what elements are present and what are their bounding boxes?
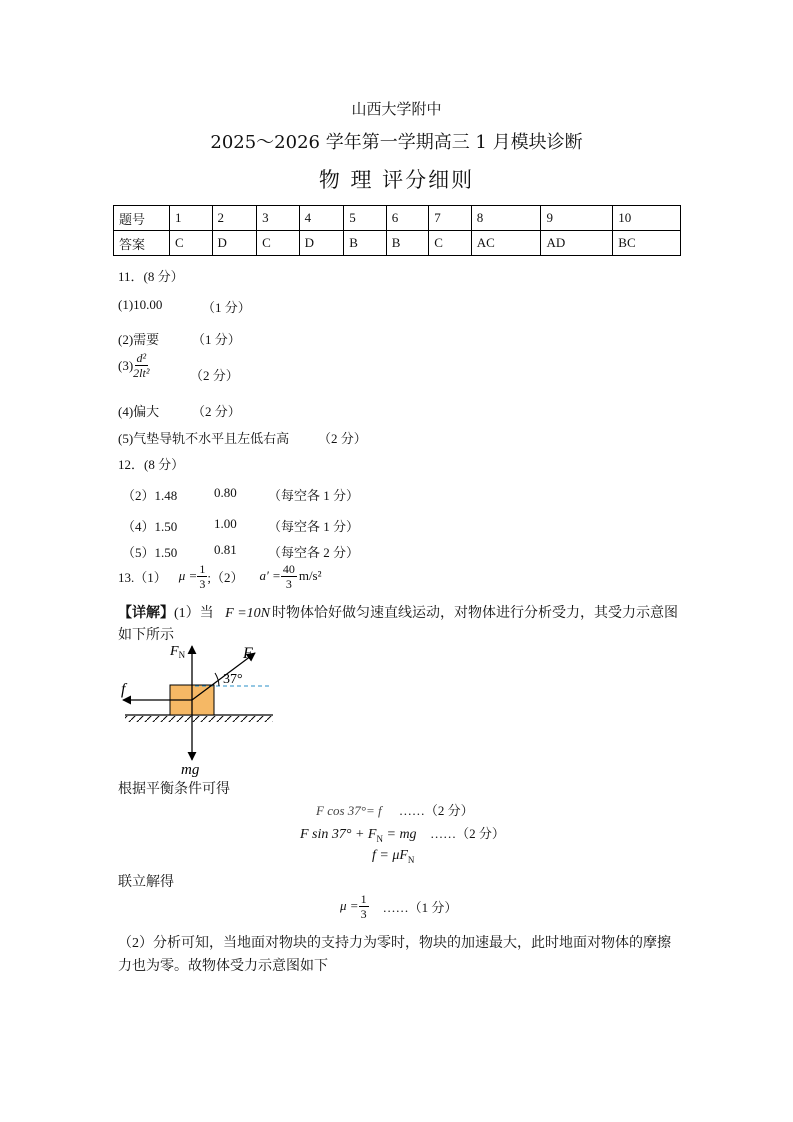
q13-a-label: a′ = bbox=[259, 568, 281, 583]
angle-label: 37° bbox=[223, 672, 243, 687]
detail-text: (1）当 bbox=[174, 606, 214, 621]
fraction-numerator: 40 bbox=[282, 561, 295, 576]
table-cell: 2 bbox=[212, 206, 257, 231]
fraction-numerator: d² bbox=[136, 351, 147, 365]
solve-intro: 联立解得 bbox=[118, 875, 174, 890]
answer-table bbox=[113, 205, 681, 256]
table-cell: 6 bbox=[386, 206, 429, 231]
fraction-denominator: 3 bbox=[360, 906, 367, 921]
school-name: 山西大学附中 bbox=[351, 100, 442, 118]
table-cell: AD bbox=[541, 231, 613, 256]
result-score: ……（1 分） bbox=[382, 899, 458, 915]
balance-intro: 根据平衡条件可得 bbox=[118, 782, 230, 797]
equation-text: F sin 37° + F bbox=[300, 827, 377, 842]
equation-score: ……（2 分） bbox=[398, 803, 474, 818]
fraction-denominator: 3 bbox=[199, 576, 206, 591]
force-diagram bbox=[115, 640, 285, 780]
q12-row-value: 0.80 bbox=[214, 485, 237, 500]
q13-mu-fraction bbox=[197, 563, 207, 590]
equation-text: F cos 37°= f bbox=[316, 803, 382, 818]
table-cell: B bbox=[386, 231, 429, 256]
equation-2 bbox=[300, 823, 505, 844]
friction-label: f bbox=[121, 681, 126, 698]
subject-title: 物 理 评分细则 bbox=[318, 168, 475, 192]
fraction-numerator: 1 bbox=[199, 561, 206, 576]
q12-row-value: 1.00 bbox=[214, 516, 237, 531]
fn-label: $F_N$ bbox=[170, 644, 186, 660]
table-cell: B bbox=[344, 231, 387, 256]
q11-part2-score: （1 分） bbox=[192, 332, 241, 347]
q12-row-value: 0.81 bbox=[214, 542, 237, 557]
q11-part1: (1)10.00 bbox=[118, 297, 163, 312]
ground-hatch bbox=[125, 716, 273, 722]
q13-separator: ;（2） bbox=[207, 569, 244, 585]
q12-row-label: （5）1.50 bbox=[122, 545, 178, 560]
table-cell: 5 bbox=[344, 206, 387, 231]
part2-line1: （2）分析可知，当地面对物块的支持力为零时，物块的加速最大，此时地面对物体的摩擦 bbox=[118, 936, 671, 951]
q11-part3-fraction bbox=[133, 352, 149, 379]
q11-part5-score: （2 分） bbox=[318, 431, 367, 446]
equation-subscript: N bbox=[376, 833, 383, 844]
q13-title: 13.（1） bbox=[118, 569, 167, 585]
table-header-cell: 题号 bbox=[114, 206, 170, 231]
table-cell: D bbox=[299, 231, 344, 256]
equation-3 bbox=[372, 848, 414, 865]
table-cell: D bbox=[212, 231, 257, 256]
fraction-denominator: 2lt² bbox=[133, 366, 150, 380]
q11-part2: (2)需要 bbox=[118, 332, 160, 347]
q12-row-label: （4）1.50 bbox=[122, 519, 178, 534]
equation-score: ……（2 分） bbox=[430, 826, 505, 841]
detail-force: F =10N bbox=[225, 606, 271, 621]
table-cell: BC bbox=[613, 231, 681, 256]
q12-row-score: （每空各 1 分） bbox=[268, 519, 360, 534]
table-row-answers bbox=[114, 231, 681, 256]
q11-part4: (4)偏大 bbox=[118, 404, 160, 419]
table-cell: AC bbox=[471, 231, 541, 256]
table-cell: 4 bbox=[299, 206, 344, 231]
q11-part3-label: (3) bbox=[118, 357, 134, 373]
result-fraction bbox=[359, 893, 369, 920]
q13-detail-line1 bbox=[118, 602, 678, 622]
table-cell: 8 bbox=[471, 206, 541, 231]
q11-part1-score: （1 分） bbox=[202, 300, 251, 315]
equation-text: = mg bbox=[383, 827, 417, 842]
table-cell: C bbox=[429, 231, 472, 256]
q11-part3 bbox=[118, 352, 149, 379]
table-header-cell: 答案 bbox=[114, 231, 170, 256]
detail-text: 时物体恰好做匀速直线运动，对物体进行分析受力，其受力示意图 bbox=[272, 606, 679, 621]
q12-row-score: （每空各 2 分） bbox=[268, 545, 360, 560]
q11-title: 11．(8 分） bbox=[118, 269, 184, 284]
exam-title: 2025～2026 学年第一学期高三 1 月模块诊断 bbox=[210, 132, 583, 153]
q13-a-unit: m/s² bbox=[298, 568, 322, 583]
table-cell: 1 bbox=[170, 206, 213, 231]
q13-detail-line2: 如下所示 bbox=[118, 628, 174, 643]
table-row-numbers bbox=[114, 206, 681, 231]
q12-title: 12．(8 分） bbox=[118, 457, 185, 472]
equation-1 bbox=[316, 800, 474, 819]
q12-row-label: （2）1.48 bbox=[122, 488, 178, 503]
result-line bbox=[340, 888, 457, 924]
q11-part3-score: （2 分） bbox=[190, 368, 239, 383]
table-cell: 7 bbox=[429, 206, 472, 231]
q12-row-score: （每空各 1 分） bbox=[268, 488, 360, 503]
q13-answer-line bbox=[118, 560, 322, 592]
table-cell: C bbox=[257, 231, 300, 256]
mg-label: mg bbox=[181, 762, 200, 778]
part2-line2: 力也为零。故物体受力示意图如下 bbox=[118, 959, 328, 974]
fraction-denominator: 3 bbox=[285, 576, 292, 591]
q11-part5: (5)气垫导轨不水平且左低右高 bbox=[118, 431, 290, 446]
table-cell: 10 bbox=[613, 206, 681, 231]
equation-text: f = μF bbox=[372, 848, 408, 863]
result-mu: μ = bbox=[340, 898, 359, 913]
q13-mu-label: μ = bbox=[178, 568, 198, 583]
table-cell: C bbox=[170, 231, 213, 256]
detail-tag: 【详解】 bbox=[118, 606, 174, 621]
q13-a-fraction bbox=[281, 563, 297, 590]
table-cell: 9 bbox=[541, 206, 613, 231]
q11-part4-score: （2 分） bbox=[192, 404, 241, 419]
fraction-numerator: 1 bbox=[360, 891, 367, 906]
equation-subscript: N bbox=[407, 854, 415, 865]
table-cell: 3 bbox=[257, 206, 300, 231]
f-force-label: F bbox=[243, 645, 253, 662]
